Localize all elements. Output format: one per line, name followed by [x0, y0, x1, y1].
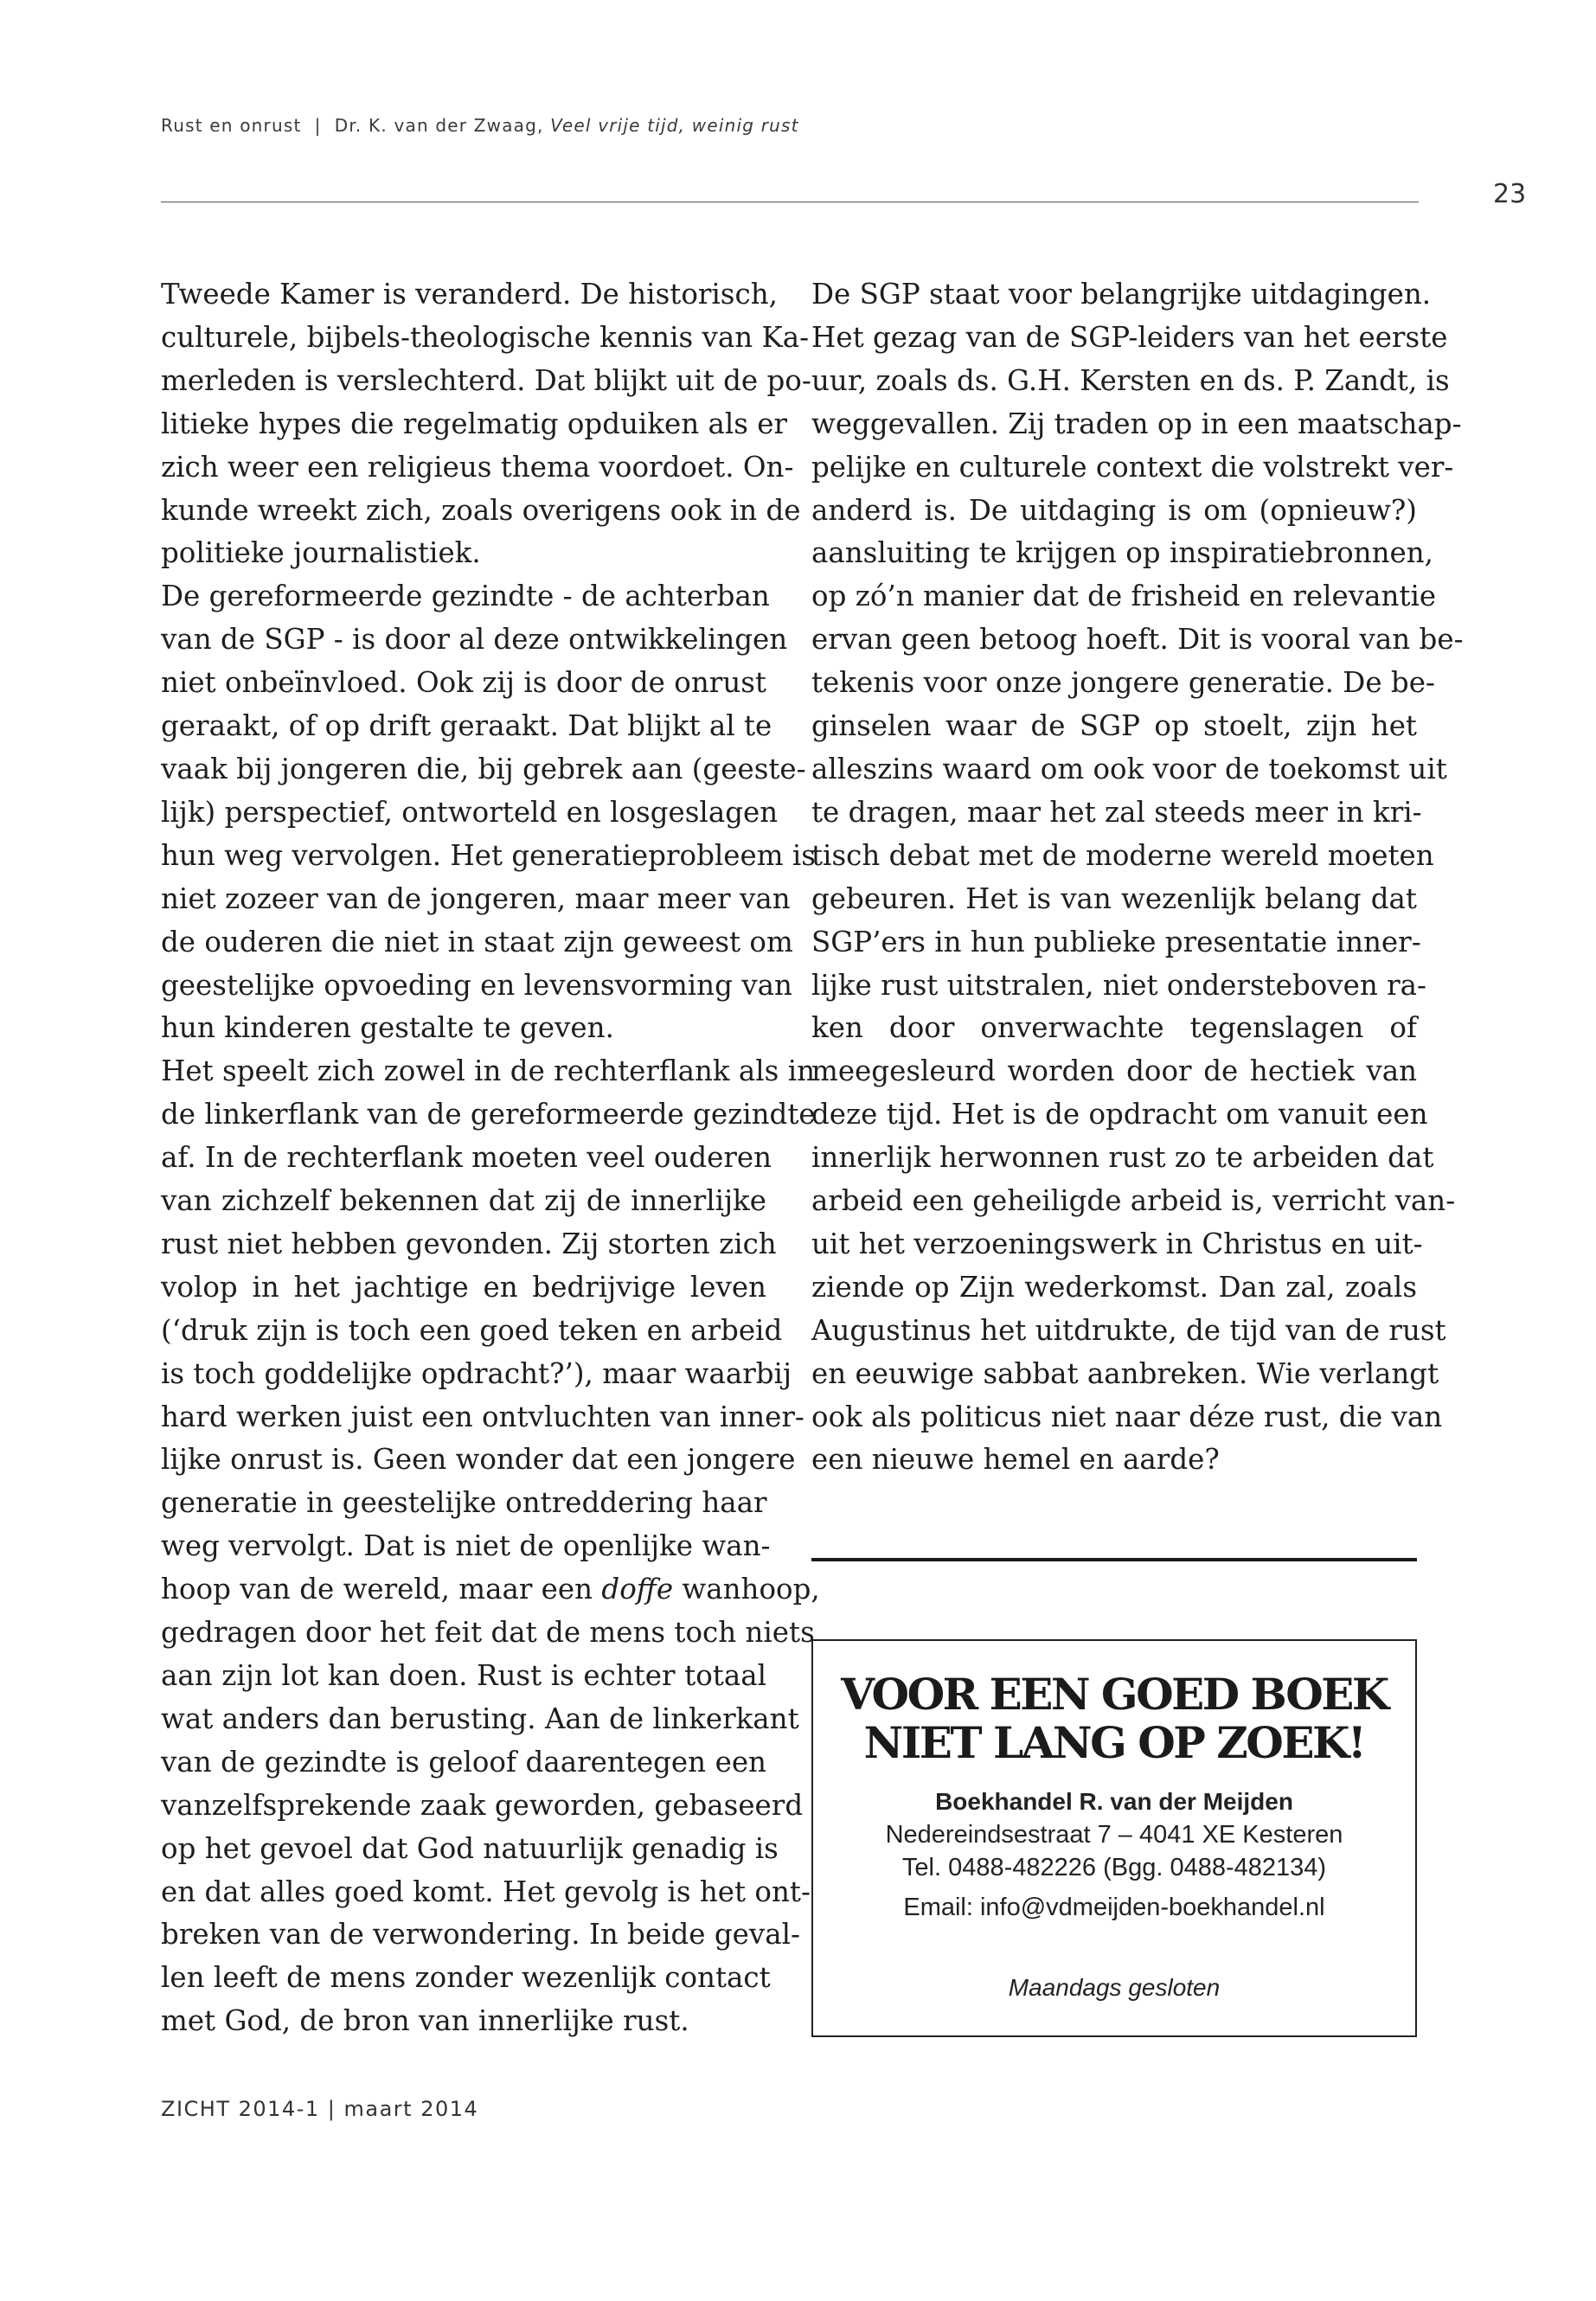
left-column — [161, 273, 820, 2043]
text-line: weg vervolgt. Dat is niet de openlijke wan- — [161, 1529, 771, 1563]
text-line: generatie in geestelijke ontreddering haar — [161, 1486, 767, 1520]
text-line: hun weg vervolgen. Het generatieprobleem is — [161, 838, 816, 872]
text-line: tisch debat met de moderne wereld moeten — [811, 838, 1434, 872]
header-author: Dr. K. van der Zwaag, — [334, 115, 544, 136]
advert-headline-line-2: NIET LANG OP ZOEK! — [863, 1717, 1365, 1768]
text-line: meegesleurd worden door de hectiek van — [811, 1054, 1417, 1088]
left-paragraph-1 — [161, 273, 811, 575]
text-line-with-emphasis — [161, 1568, 820, 1612]
text-line: weggevallen. Zij traden op in een maatschap- — [811, 407, 1462, 440]
text-fragment: hoop van de wereld, maar een — [161, 1573, 602, 1606]
text-line: Augustinus het uitdrukte, de tijd van de rust — [811, 1313, 1446, 1347]
text-line: kunde wreekt zich, zoals overigens ook in de — [161, 493, 801, 527]
text-line: SGP’ers in hun publieke presentatie inner- — [811, 925, 1421, 958]
text-line: van zichzelf bekennen dat zij de innerlijke — [161, 1184, 766, 1218]
bookshop-advert — [811, 1639, 1417, 2037]
text-line: De SGP staat voor belangrijke uitdagingen. — [811, 278, 1432, 311]
text-line: af. In de rechterflank moeten veel ouderen — [161, 1141, 772, 1175]
advert-email: Email: info@vdmeijden-boekhandel.nl — [903, 1894, 1325, 1921]
text-line: innerlijk herwonnen rust zo te arbeiden dat — [811, 1141, 1434, 1175]
text-line: rust niet hebben gevonden. Zij storten zich — [161, 1227, 777, 1260]
text-line: Tweede Kamer is veranderd. De historisch, — [161, 278, 778, 311]
text-line: hun kinderen gestalte te geven. — [161, 1011, 614, 1045]
text-line: volop in het jachtige en bedrijvige leven — [161, 1270, 766, 1304]
text-line: zich weer een religieus thema voordoet. On- — [161, 450, 794, 484]
text-fragment: wanhoop, — [673, 1573, 820, 1606]
emphasis-word: doffe — [601, 1573, 674, 1606]
text-line: hard werken juist een ontvluchten van inner- — [161, 1400, 804, 1433]
text-line: len leeft de mens zonder wezenlijk contact — [161, 1961, 771, 1995]
footer-issue: ZICHT 2014-1 — [161, 2097, 320, 2121]
text-line: van de SGP - is door al deze ontwikkelingen — [161, 623, 788, 657]
advert-headline-line-1: VOOR EEN GOED BOEK — [841, 1669, 1388, 1720]
text-line: Het gezag van de SGP-leiders van het eerste — [811, 320, 1448, 354]
text-line: lijke rust uitstralen, niet ondersteboven ra- — [811, 968, 1427, 1002]
text-line: van de gezindte is geloof daarentegen een — [161, 1745, 766, 1779]
text-line: een nieuwe hemel en aarde? — [811, 1443, 1220, 1477]
footer-date: maart 2014 — [343, 2097, 479, 2121]
text-line: Het speelt zich zowel in de rechterflank als in — [161, 1054, 816, 1088]
text-line: tekenis voor onze jongere generatie. De be- — [811, 666, 1435, 700]
text-line: lijke onrust is. Geen wonder dat een jongere — [161, 1443, 796, 1477]
right-paragraph-1 — [811, 273, 1464, 1482]
text-line: geraakt, of op drift geraakt. Dat blijkt al te — [161, 709, 772, 743]
text-line: uur, zoals ds. G.H. Kersten en ds. P. Zandt, is — [811, 363, 1450, 397]
section-divider — [811, 1558, 1417, 1561]
right-column — [811, 273, 1464, 1482]
text-line: ziende op Zijn wederkomst. Dan zal, zoals — [811, 1270, 1417, 1304]
text-line: de linkerflank van de gereformeerde gezindte — [161, 1098, 816, 1131]
text-line: politieke journalistiek. — [161, 536, 481, 570]
text-line: ken door onverwachte tegenslagen of — [811, 1011, 1417, 1045]
header-section: Rust en onrust — [161, 115, 302, 136]
advert-headline — [813, 1670, 1415, 1767]
text-line: wat anders dan berusting. Aan de linkerkant — [161, 1702, 799, 1735]
text-line: ook als politicus niet naar déze rust, die van — [811, 1400, 1443, 1433]
text-line: uit het verzoeningswerk in Christus en uit- — [811, 1227, 1423, 1260]
text-line: merleden is verslechterd. Dat blijkt uit de po- — [161, 363, 811, 397]
page-number: 23 — [1493, 179, 1527, 209]
text-line: arbeid een geheiligde arbeid is, verricht van- — [811, 1184, 1456, 1218]
text-line: en eeuwige sabbat aanbreken. Wie verlangt — [811, 1356, 1439, 1390]
text-line: met God, de bron van innerlijke rust. — [161, 2004, 689, 2038]
text-line: aansluiting te krijgen op inspiratiebronnen, — [811, 536, 1433, 570]
text-line: geestelijke opvoeding en levensvorming van — [161, 968, 792, 1002]
advert-phone: Tel. 0488-482226 (Bgg. 0488-482134) — [901, 1854, 1327, 1881]
text-line: breken van de verwondering. In beide geval- — [161, 1918, 800, 1952]
text-line: de ouderen die niet in staat zijn geweest om — [161, 925, 793, 958]
text-line: vaak bij jongeren die, bij gebrek aan (geeste- — [161, 752, 806, 785]
left-paragraph-2 — [161, 575, 816, 1050]
text-line: lijk) perspectief, ontworteld en losgeslagen — [161, 795, 779, 829]
text-line: en dat alles goed komt. Het gevolg is het ont- — [161, 1875, 811, 1908]
text-line: te dragen, maar het zal steeds meer in kri- — [811, 795, 1422, 829]
text-line: op zó’n manier dat de frisheid en relevantie — [811, 580, 1437, 613]
text-line: aan zijn lot kan doen. Rust is echter totaal — [161, 1659, 766, 1692]
text-line: pelijke en culturele context die volstrekt ver- — [811, 450, 1454, 484]
text-line: culturele, bijbels-theologische kennis van Ka- — [161, 320, 810, 354]
text-line: niet onbeïnvloed. Ook zij is door de onrust — [161, 666, 766, 700]
left-paragraph-3 — [161, 1050, 820, 2043]
text-line: gedragen door het feit dat de mens toch niets — [161, 1616, 815, 1650]
text-line: ervan geen betoog hoeft. Dit is vooral van be- — [811, 623, 1464, 657]
text-line: vanzelfsprekende zaak geworden, gebaseerd — [161, 1788, 804, 1822]
text-line: litieke hypes die regelmatig opduiken als er — [161, 407, 788, 440]
text-line: alleszins waard om ook voor de toekomst uit — [811, 752, 1447, 785]
text-line: deze tijd. Het is de opdracht om vanuit een — [811, 1098, 1428, 1131]
text-line: De gereformeerde gezindte - de achterban — [161, 580, 770, 613]
text-line: is toch goddelijke opdracht?’), maar waarbij — [161, 1356, 792, 1390]
header-article-title: Veel vrije tijd, weinig rust — [550, 115, 799, 136]
advert-closed-notice: Maandags gesloten — [1008, 1974, 1221, 2001]
running-footer — [161, 2097, 478, 2121]
advert-shop-name: Boekhandel R. van der Meijden — [935, 1788, 1293, 1815]
footer-separator: | — [327, 2097, 337, 2121]
text-line: gebeuren. Het is van wezenlijk belang dat — [811, 881, 1417, 915]
text-line: anderd is. De uitdaging is om (opnieuw?) — [811, 493, 1417, 527]
advert-address: Nedereindsestraat 7 – 4041 XE Kesteren — [885, 1821, 1343, 1849]
text-line: niet zozeer van de jongeren, maar meer van — [161, 881, 791, 915]
running-header — [161, 115, 799, 136]
text-line: ginselen waar de SGP op stoelt, zijn het — [811, 709, 1417, 743]
text-line: op het gevoel dat God natuurlijk genadig is — [161, 1831, 779, 1865]
text-line: (‘druk zijn is toch een goed teken en arbeid — [161, 1313, 783, 1347]
header-separator: | — [314, 115, 322, 136]
